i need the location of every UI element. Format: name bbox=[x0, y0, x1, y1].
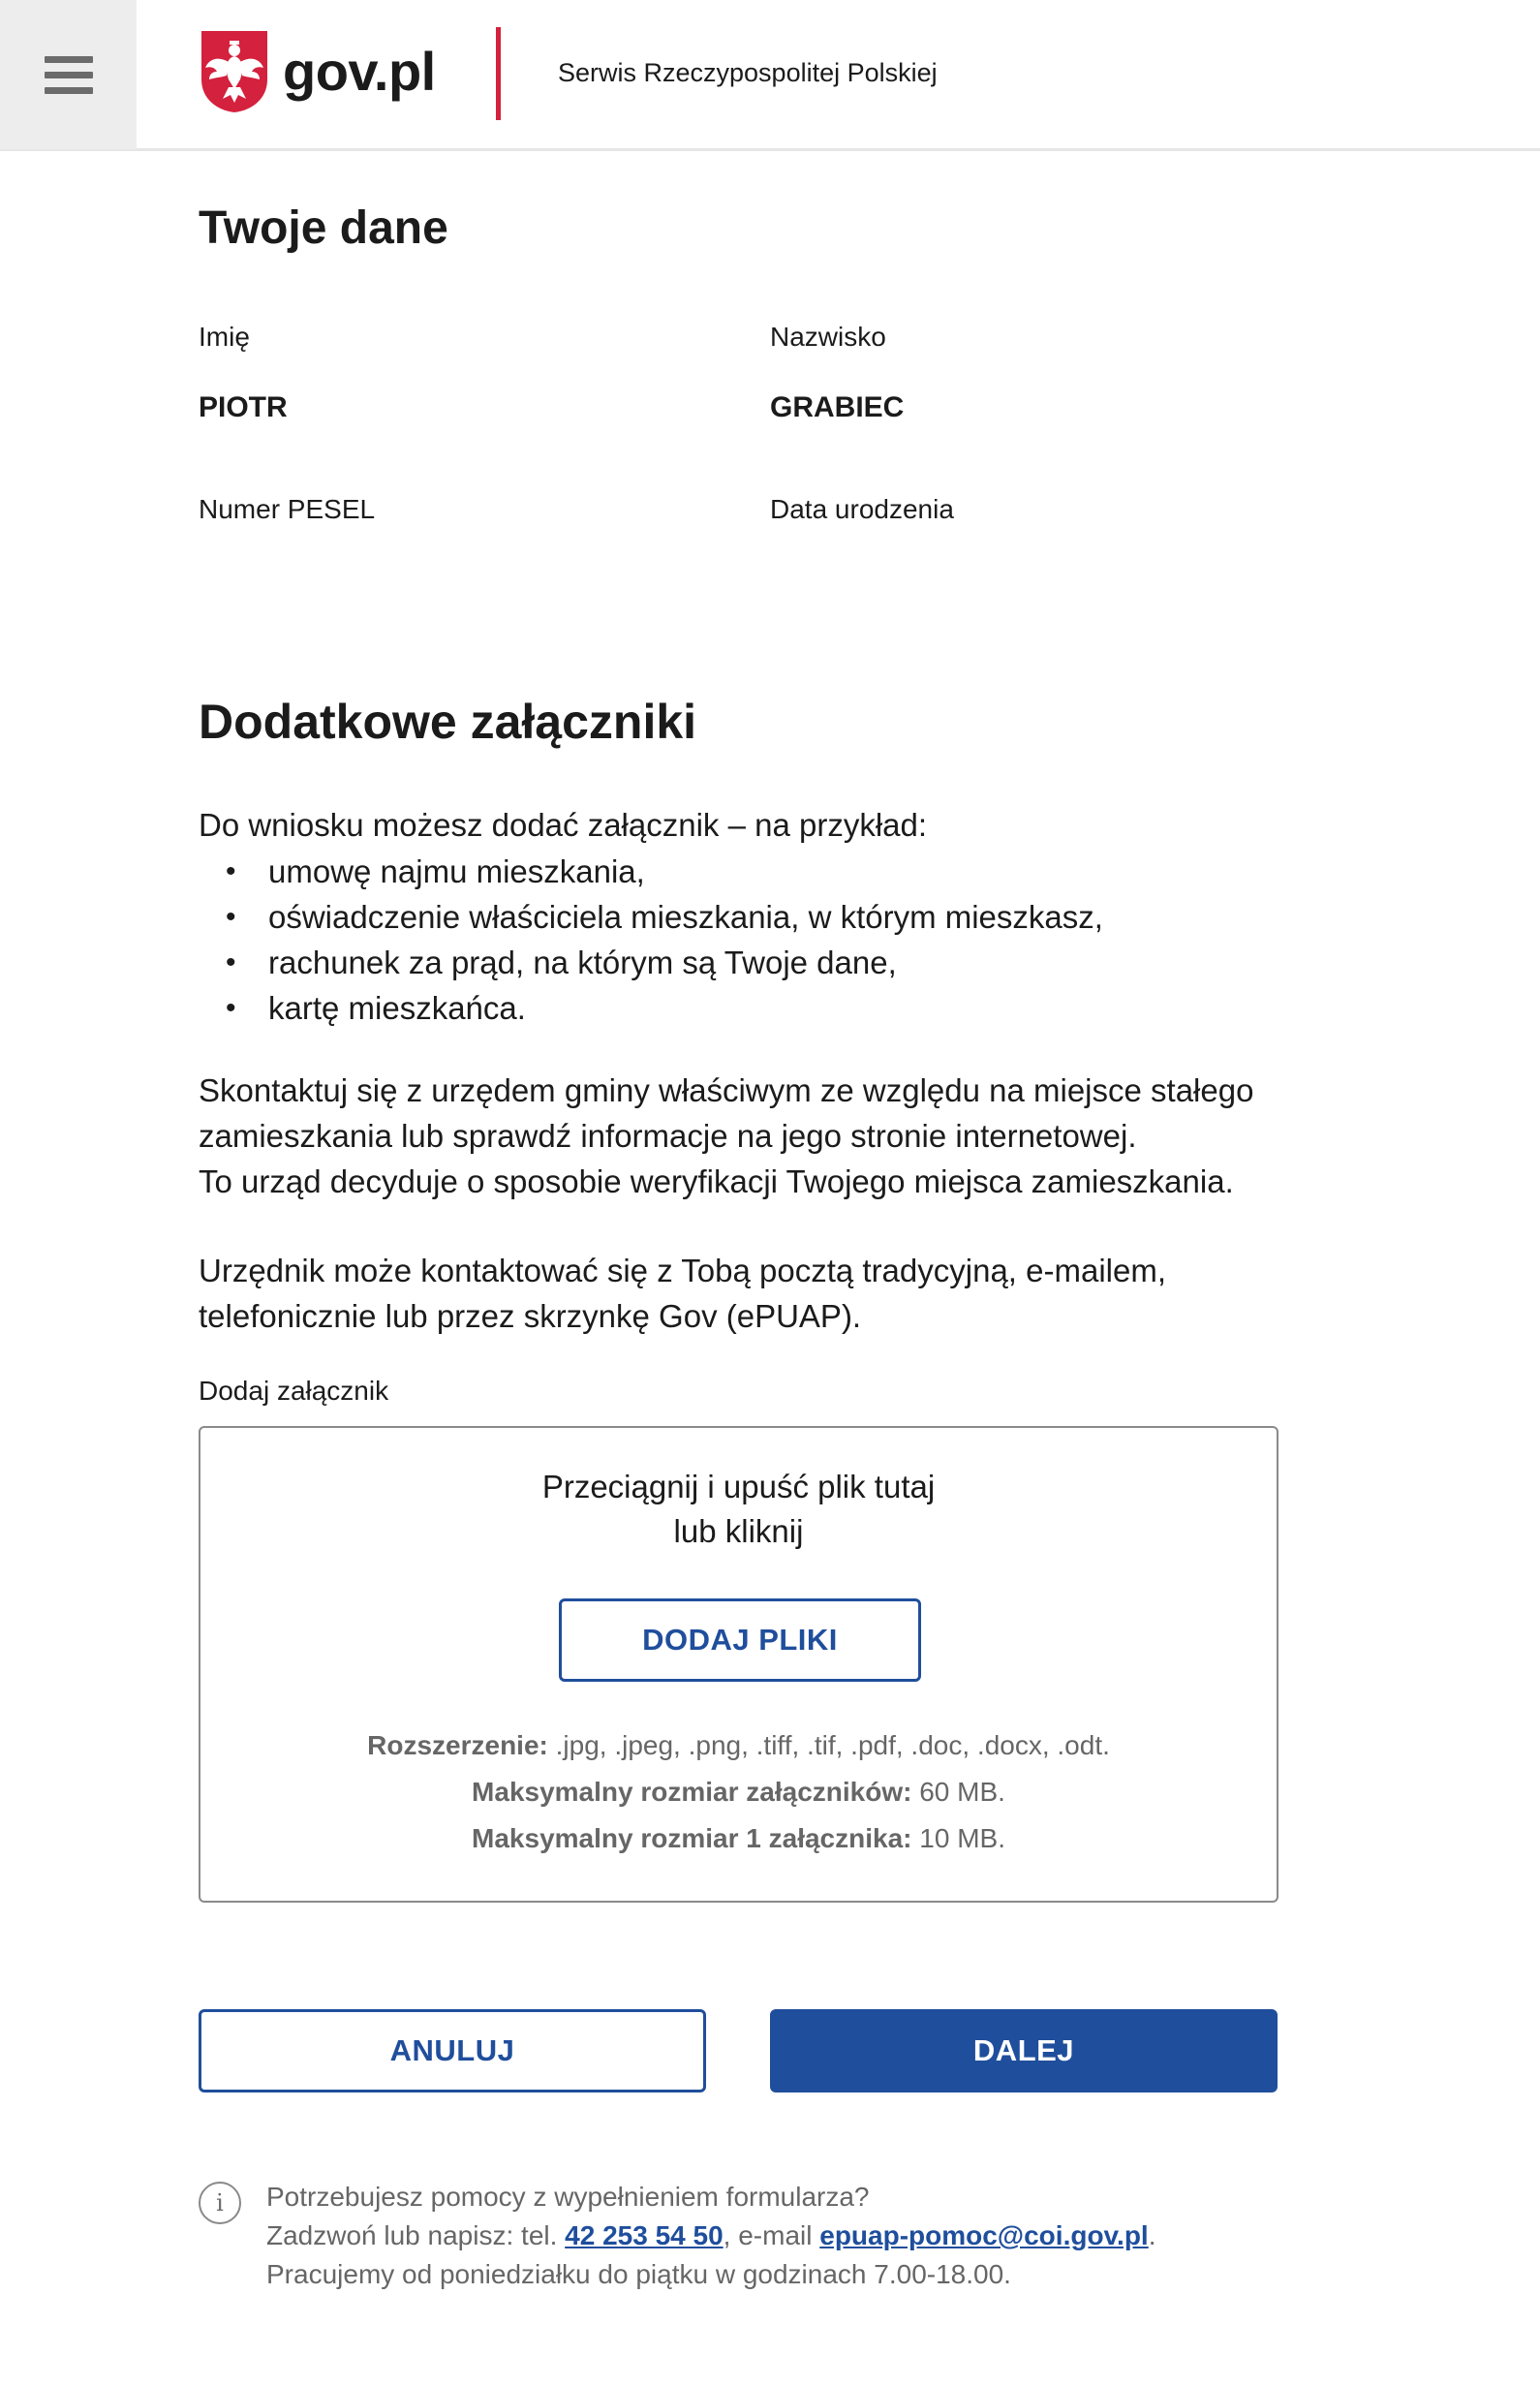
info-icon: i bbox=[199, 2182, 241, 2224]
menu-button[interactable] bbox=[0, 0, 137, 149]
add-files-button[interactable]: DODAJ PLIKI bbox=[559, 1598, 921, 1682]
max-single-size-value: 10 MB. bbox=[911, 1823, 1005, 1853]
upload-label: Dodaj załącznik bbox=[199, 1376, 389, 1406]
paragraph-line: To urząd decyduje o sposobie weryfikacji Twojego miejsca zamieszkania. bbox=[199, 1163, 1234, 1199]
service-name: Serwis Rzeczypospolitej Polskiej bbox=[558, 58, 938, 87]
max-single-size-label: Maksymalny rozmiar 1 załącznika: bbox=[472, 1823, 912, 1853]
max-total-size bbox=[200, 1777, 1277, 1808]
header-divider bbox=[496, 27, 501, 120]
list-item: • oświadczenie właściciela mieszkania, w którym mieszkasz, bbox=[199, 894, 1103, 940]
help-contact-prefix: Zadzwoń lub napisz: tel. bbox=[266, 2220, 566, 2250]
paragraph-line: telefonicznie lub przez skrzynkę Gov (ePUAP). bbox=[199, 1298, 862, 1334]
extensions-value: .jpg, .jpeg, .png, .tiff, .tif, .pdf, .doc, .docx, .odt. bbox=[547, 1730, 1110, 1760]
first-name-value: PIOTR bbox=[199, 391, 288, 423]
help-hours: Pracujemy od poniedziałku do piątku w godzinach 7.00-18.00. bbox=[266, 2259, 1011, 2289]
hamburger-icon bbox=[45, 56, 93, 93]
gov-pl-logo[interactable] bbox=[198, 29, 436, 114]
allowed-extensions bbox=[200, 1730, 1277, 1761]
help-email-link[interactable]: epuap-pomoc@coi.gov.pl bbox=[819, 2220, 1149, 2250]
cancel-button[interactable]: ANULUJ bbox=[199, 2009, 706, 2092]
first-name-label: Imię bbox=[199, 322, 250, 352]
last-name-label: Nazwisko bbox=[770, 322, 886, 352]
help-contact-suffix: . bbox=[1148, 2220, 1156, 2250]
birthdate-label: Data urodzenia bbox=[770, 494, 954, 524]
personal-data-title: Twoje dane bbox=[199, 202, 448, 254]
list-item: • umowę najmu mieszkania, bbox=[199, 849, 1103, 894]
dropzone-instruction: Przeciągnij i upuść plik tutaj bbox=[541, 1469, 936, 1504]
next-button[interactable]: DALEJ bbox=[770, 2009, 1278, 2092]
logo-text: gov.pl bbox=[283, 41, 436, 102]
dropzone-instruction-click: lub kliknij bbox=[673, 1513, 804, 1549]
attachments-title: Dodatkowe załączniki bbox=[199, 695, 697, 749]
list-item: • kartę mieszkańca. bbox=[199, 985, 1103, 1031]
extensions-label: Rozszerzenie: bbox=[367, 1730, 548, 1760]
contact-office-paragraph bbox=[199, 1068, 1283, 1204]
help-question: Potrzebujesz pomocy z wypełnieniem formularza? bbox=[266, 2182, 870, 2212]
pesel-label: Numer PESEL bbox=[199, 494, 376, 524]
paragraph-line: zamieszkania lub sprawdź informacje na jego stronie internetowej. bbox=[199, 1118, 1137, 1154]
max-single-size bbox=[200, 1823, 1277, 1854]
polish-eagle-emblem-icon bbox=[198, 29, 271, 114]
max-total-size-value: 60 MB. bbox=[911, 1777, 1005, 1807]
site-header bbox=[0, 0, 1540, 151]
help-contact bbox=[266, 2216, 1283, 2255]
paragraph-line: Urzędnik może kontaktować się z Tobą pocztą tradycyjną, e-mailem, bbox=[199, 1253, 1166, 1288]
attachments-intro: Do wniosku możesz dodać załącznik – na przykład: bbox=[199, 807, 928, 843]
max-total-size-label: Maksymalny rozmiar załączników: bbox=[472, 1777, 912, 1807]
last-name-value: GRABIEC bbox=[770, 391, 905, 423]
attachment-examples-list bbox=[199, 849, 1103, 1031]
help-phone-link[interactable]: 42 253 54 50 bbox=[565, 2220, 724, 2250]
paragraph-line: Skontaktuj się z urzędem gminy właściwym ze względu na miejsce stałego bbox=[199, 1072, 1254, 1108]
official-contact-paragraph bbox=[199, 1248, 1283, 1339]
file-dropzone[interactable] bbox=[199, 1426, 1278, 1903]
list-item: • rachunek za prąd, na którym są Twoje dane, bbox=[199, 940, 1103, 985]
help-text bbox=[266, 2178, 1283, 2294]
help-contact-mid: , e-mail bbox=[723, 2220, 820, 2250]
